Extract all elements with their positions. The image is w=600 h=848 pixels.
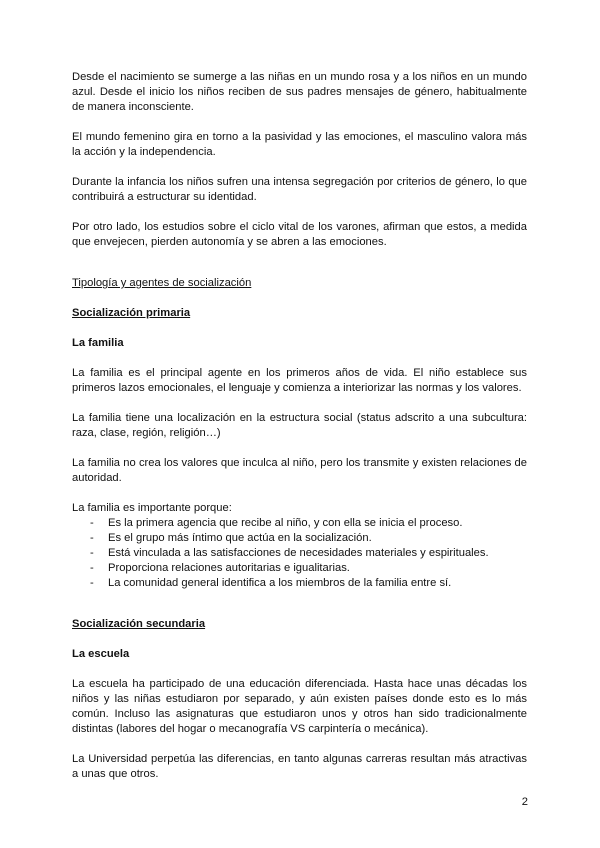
list-item	[90, 546, 527, 561]
family-importance-list	[72, 516, 527, 591]
paragraph-intro-1: Desde el nacimiento se sumerge a las niñas en un mundo rosa y a los niños en un mundo azul. Desde el inicio los niños reciben de sus padres mensajes de género, habitualmente de manera inconsciente.	[72, 71, 527, 113]
family-heading: La familia	[72, 337, 124, 349]
family-paragraph-3: La familia no crea los valores que inculca al niño, pero los transmite y existen relaciones de autoridad.	[72, 457, 527, 484]
list-dash: -	[90, 532, 94, 544]
family-paragraph-1: La familia es el principal agente en los primeros años de vida. El niño establece sus primeros lazos emocionales, el lenguaje y comienza a interiorizar las normas y los valores.	[72, 367, 527, 394]
list-item	[90, 561, 527, 576]
school-heading: La escuela	[72, 648, 130, 660]
paragraph-intro-4: Por otro lado, los estudios sobre el ciclo vital de los varones, afirman que estos, a medida que envejecen, pierden autonomía y se abren a las emociones.	[72, 221, 527, 248]
family-paragraph-2: La familia tiene una localización en la estructura social (status adscrito a una subcultura: raza, clase, región, religión…)	[72, 412, 527, 439]
typology-heading: Tipología y agentes de socialización	[72, 277, 252, 289]
school-paragraph-1: La escuela ha participado de una educación diferenciada. Hasta hace unas décadas los niños y las niñas estudiaron por separado, y aún existen países donde esto es lo más común. Incluso las asignaturas que estudiaron unos y otros han sido tradicionalmente distintas (labores del hogar o mecanografía VS carpintería o mecánica).	[72, 678, 527, 735]
list-item-text: Proporciona relaciones autoritarias e igualitarias.	[108, 562, 350, 574]
list-item-text: La comunidad general identifica a los miembros de la familia entre sí.	[108, 577, 452, 589]
document-page	[72, 70, 527, 782]
paragraph-intro-2: El mundo femenino gira en torno a la pasividad y las emociones, el masculino valora más la acción y la independencia.	[72, 131, 527, 158]
list-item	[90, 531, 527, 546]
secondary-socialization-heading: Socialización secundaria	[72, 618, 206, 630]
list-dash: -	[90, 517, 94, 529]
page-number: 2	[521, 796, 528, 808]
list-item-text: Está vinculada a las satisfacciones de necesidades materiales y espirituales.	[108, 547, 489, 559]
family-list-intro: La familia es importante porque:	[72, 502, 232, 514]
school-paragraph-2: La Universidad perpetúa las diferencias, en tanto algunas carreras resultan más atractivas a unas que otros.	[72, 753, 527, 780]
list-item	[90, 516, 527, 531]
list-dash: -	[90, 577, 94, 589]
primary-socialization-heading: Socialización primaria	[72, 307, 191, 319]
list-item-text: Es el grupo más íntimo que actúa en la socialización.	[108, 532, 372, 544]
paragraph-intro-3: Durante la infancia los niños sufren una intensa segregación por criterios de género, lo que contribuirá a estructurar su identidad.	[72, 176, 527, 203]
list-dash: -	[90, 562, 94, 574]
list-item	[90, 576, 527, 591]
list-item-text: Es la primera agencia que recibe al niño, y con ella se inicia el proceso.	[108, 517, 463, 529]
list-dash: -	[90, 547, 94, 559]
